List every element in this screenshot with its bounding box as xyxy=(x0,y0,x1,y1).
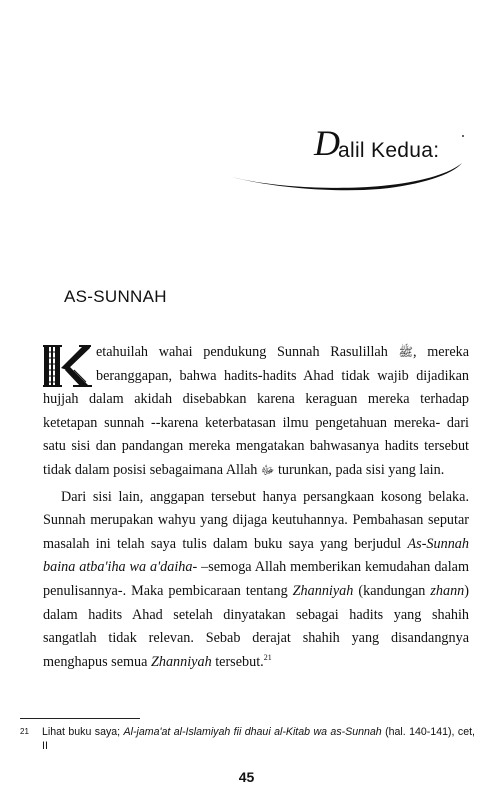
decorative-dot xyxy=(462,135,464,137)
footnote xyxy=(20,725,475,753)
footnote-divider xyxy=(20,718,140,719)
section-title: AS-SUNNAH xyxy=(64,287,167,306)
book-title: As-Sunnah baina atba'iha wa a'daiha- xyxy=(43,535,469,576)
dropcap-k xyxy=(43,344,92,388)
subhanahu-icon: ﷻ xyxy=(260,462,275,477)
chapter-title xyxy=(310,139,439,163)
swoosh-ornament xyxy=(230,125,480,205)
body-text xyxy=(43,341,469,674)
page-number: 45 xyxy=(238,769,255,785)
chapter-initial: D xyxy=(314,123,340,163)
salawat-icon: ﷺ xyxy=(398,345,414,359)
footnote-ref[interactable]: 21 xyxy=(263,652,272,662)
chapter-title-text: alil Kedua: xyxy=(338,139,440,162)
paragraph-2: Dari sisi lain, anggapan tersebut hanya persangkaan kosong belaka. Sunnah merupakan wahyu yang dijaga keutuhannya. Pembahasan seputar masalah ini telah saya tulis dalam buku saya yang berjudul As-Sunnah baina atba'iha wa a'daiha- –semoga Allah memberikan kemudahan dalam penulisannya-. Maka pembicaraan tentang Zhanniyah (kandungan zhann) dalam hadits Ahad setelah dinyatakan sebagai hadits yang shahih sangatlah tidak relevan. Sebab derajat shahih yang disandangnya menghapus semua Zhanniyah tersebut.$^{21}$ xyxy=(43,488,469,670)
footnote-number: 21 xyxy=(20,727,29,736)
chapter-heading xyxy=(230,125,480,205)
paragraph-1: etahuilah wahai pendukung Sunnah Rasulillah ﷺ, mereka beranggapan, bahwa hadits-hadits Ahad tidak wajib dijadikan hujjah dalam akidah disebabkan karena keraguan mereka terhadap ketetapan sunnah --karena keterbatasan ilmu pengetahuan mereka- dari satu sisi dan pandangan mereka mengatakan bahwasanya hadits tersebut tidak dalam posisi sebagaimana Allah ﷻ turunkan, pada sisi yang lain. xyxy=(43,344,470,478)
footnote-text: Lihat buku saya; Al-jama'at al-Islamiyah fii dhaui al-Kitab wa as-Sunnah (hal. 140-141), cet, II xyxy=(42,726,475,752)
